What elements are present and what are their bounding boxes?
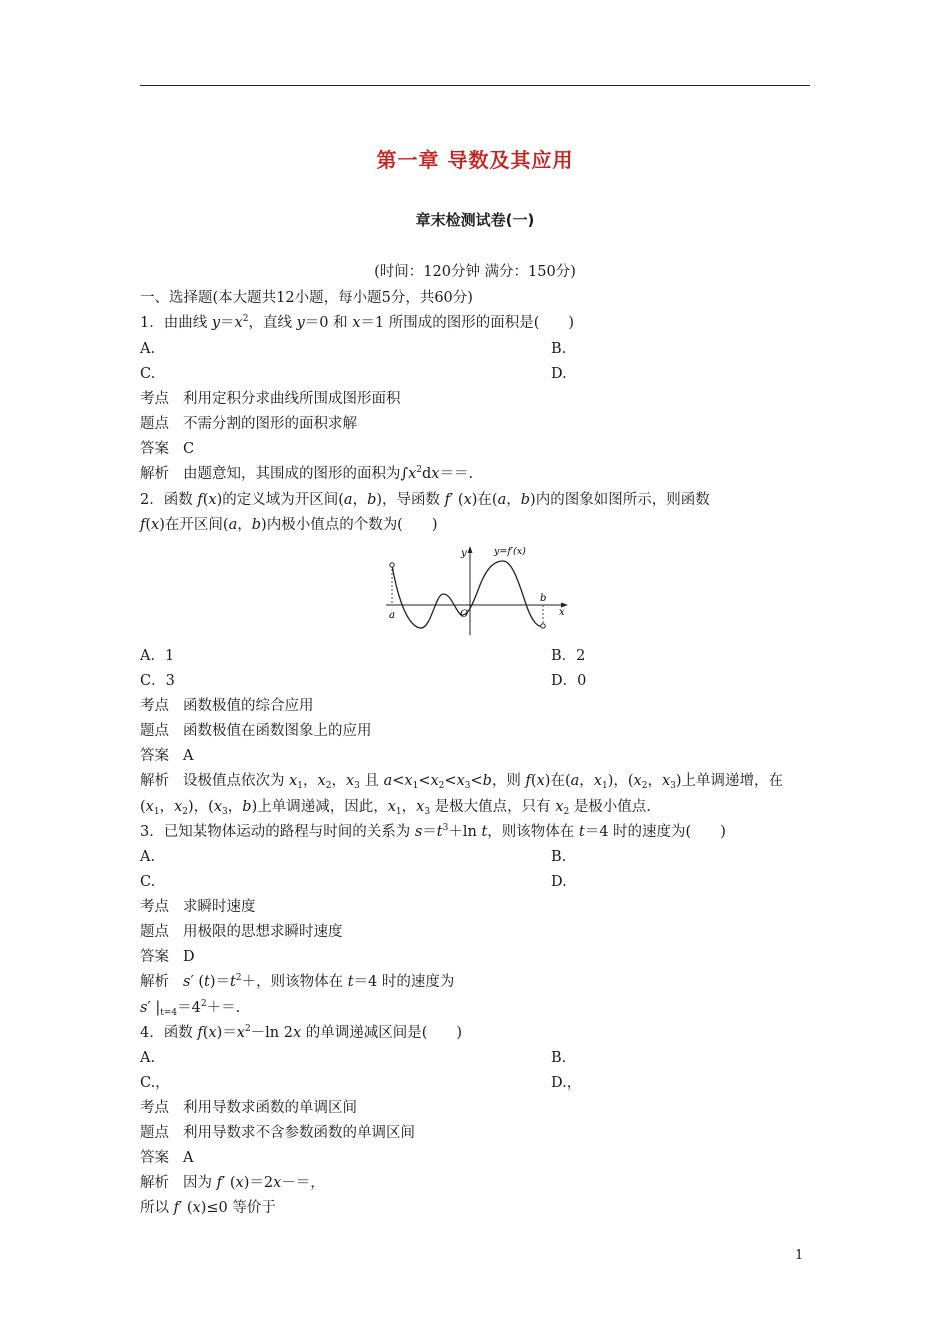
section-heading: 一、选择题(本大题共12小题，每小题5分，共60分) (140, 290, 473, 306)
q2-answer: 答案 A (140, 748, 194, 764)
q4-answer: 答案 A (140, 1150, 194, 1166)
graph-y-label: y (461, 548, 467, 559)
q3-kaodian: 考点 求瞬时速度 (140, 899, 256, 915)
q4-stem: 4．函数 $f(x)=x^2-\ln$ 2x 的单调递减区间是( ) (140, 1024, 463, 1041)
q4-options-cd: C.， D.， (140, 1075, 582, 1091)
q2-stem-line1: 2．函数 f(x)的定义域为开区间(a，b)，导函数 f′ (x)在(a，b)内的图象如图所示，则函数 (140, 492, 710, 508)
q1-answer: 答案 C (140, 441, 195, 457)
q3-jiexi-line1: 解析 s′ $(t)=t^2+$，则该物体在 t＝4 时的速度为 (140, 973, 455, 990)
exam-info: (时间：120分钟 满分：150分) (374, 264, 576, 280)
q1-tidian: 题点 不需分割的图形的面积求解 (140, 416, 357, 432)
q3-answer: 答案 D (140, 949, 195, 965)
q2-stem-line2: f(x)在开区间(a，b)内极小值点的个数为( ) (140, 517, 438, 533)
derivative-graph (382, 543, 570, 636)
q2-jiexi-line1: 解析 设极值点依次为 $x_1$，$x_2$，$x_3$ 且 $a<x_1<x_2<x_3<b$，则 f(x)在(a，$x_1$)，($x_2$，$x_3$)上单调递增，在 (140, 773, 784, 791)
q1-options-cd: C. D. (140, 366, 567, 382)
graph-x-label: x (559, 607, 565, 618)
q4-tidian: 题点 利用导数求不含参数函数的单调区间 (140, 1125, 415, 1141)
q3-tidian: 题点 用极限的思想求瞬时速度 (140, 924, 343, 940)
graph-curve-label: y=f′(x) (494, 546, 526, 557)
top-rule (140, 85, 810, 86)
q2-options-cd: C．3 D．0 (140, 673, 587, 689)
q3-jiexi-line2: s′ $|_{t=4}=4^2+=$. (140, 999, 241, 1018)
q3-options-cd: C. D. (140, 874, 567, 890)
q3-stem: 3．已知某物体运动的路程与时间的关系为 $s=t^3+\ln$ t，则该物体在 t＝4 时的速度为( ) (140, 823, 726, 840)
q1-jiexi: 解析 由题意知，其围成的图形的面积为$\int x^2dx==$. (140, 465, 474, 482)
graph-origin-label: O (460, 609, 469, 620)
q1-options-ab: A. B. (140, 341, 567, 357)
q1-kaodian: 考点 利用定积分求曲线所围成图形面积 (140, 391, 401, 407)
q2-options-ab: A．1 B．2 (140, 648, 586, 664)
q2-kaodian: 考点 函数极值的综合应用 (140, 698, 314, 714)
q4-jiexi-continued: 所以 f′ (x)≤0 等价于 (140, 1200, 276, 1216)
q4-jiexi: 解析 因为 f′ (x)＝2x－＝， (140, 1175, 325, 1191)
q2-jiexi-line2: ($x_1$，$x_2$)，($x_3$，b)上单调递减，因此，$x_1$，$x_3$ 是极大值点，只有 $x_2$ 是极小值点. (140, 799, 651, 817)
exam-subtitle: 章末检测试卷(一) (415, 211, 535, 229)
graph-b-label: b (540, 593, 547, 604)
chapter-title: 第一章 导数及其应用 (376, 148, 574, 172)
q4-kaodian: 考点 利用导数求函数的单调区间 (140, 1100, 357, 1116)
graph-a-label: a (389, 610, 395, 621)
q4-options-ab: A. B. (140, 1050, 567, 1066)
q2-tidian: 题点 函数极值在函数图象上的应用 (140, 723, 372, 739)
q3-options-ab: A. B. (140, 849, 567, 865)
q1-stem: 1．由曲线 $y=x^2$，直线 y＝0 和 x＝1 所围成的图形的面积是( ) (140, 314, 575, 331)
page-number: 1 (795, 1248, 804, 1263)
